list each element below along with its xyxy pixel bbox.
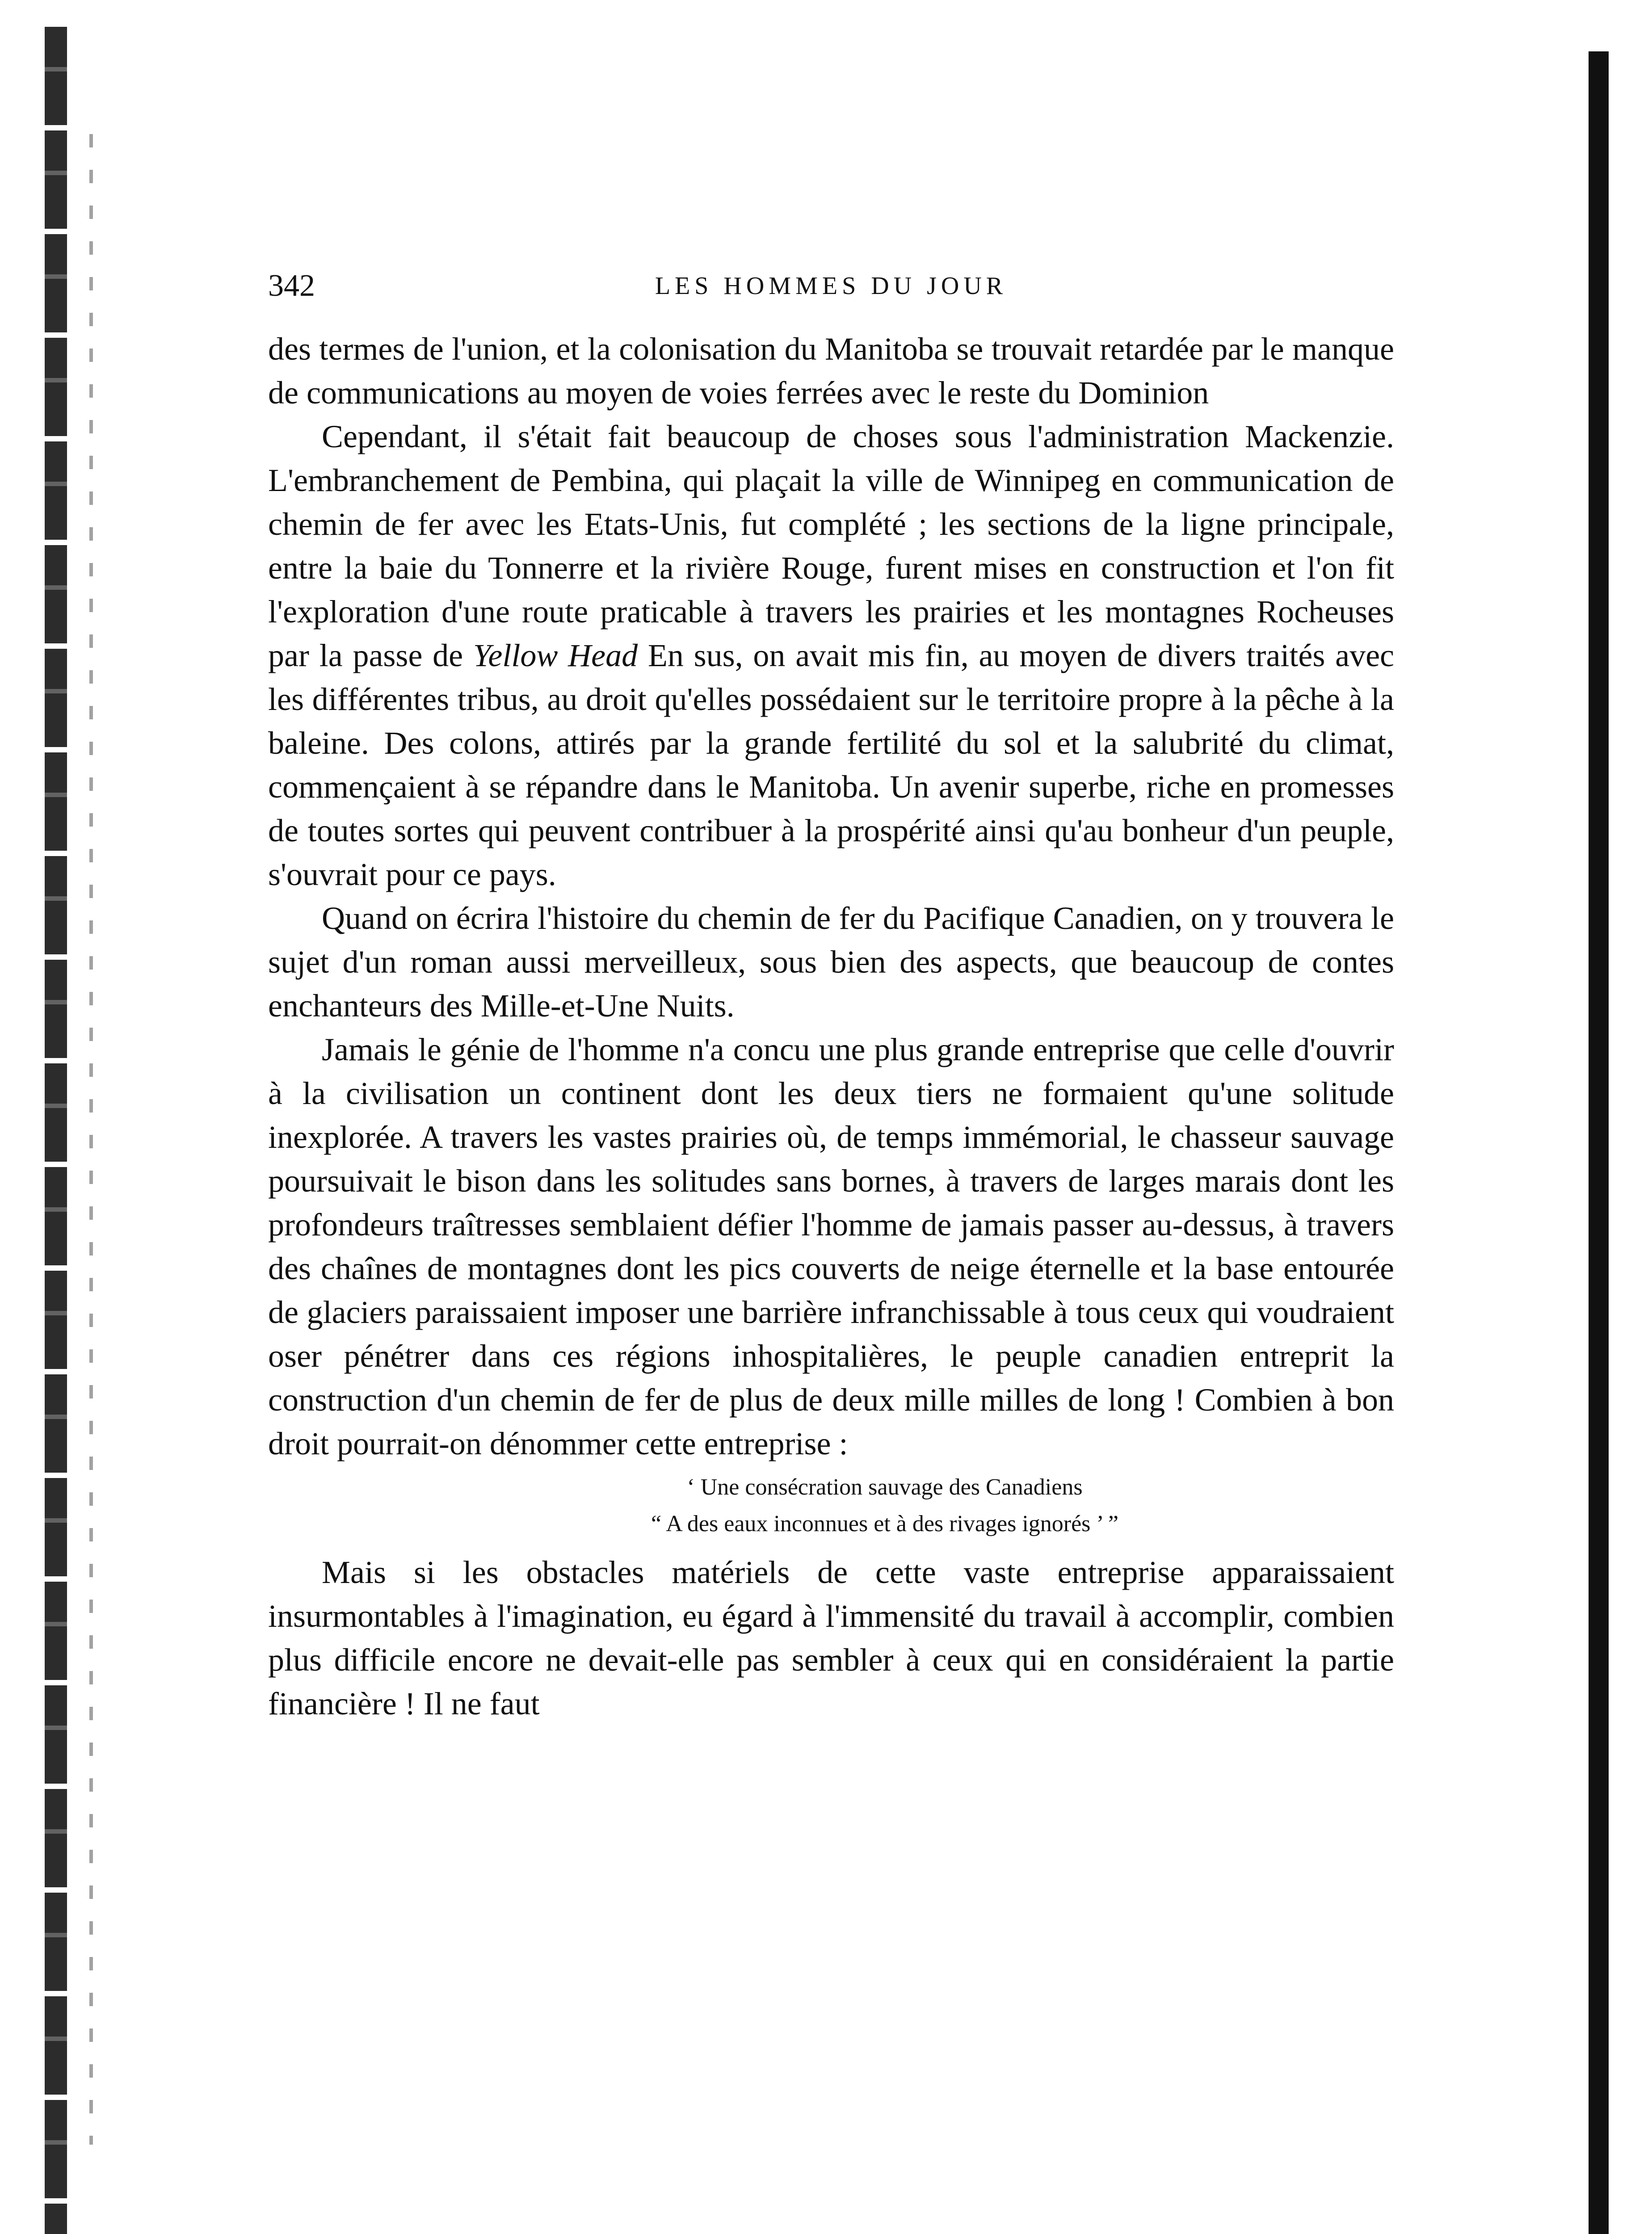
verse-quote	[268, 1469, 1394, 1542]
running-title: LES HOMMES DU JOUR	[655, 272, 1008, 300]
page-number: 342	[268, 269, 315, 303]
paragraph-3: Quand on écrira l'histoire du chemin de fer du Pacifique Canadien, on y trouvera le sujet d'un roman aussi merveilleux, sous bien des aspects, que beaucoup de contes enchanteurs des Mille-et-Une Nuits.	[268, 900, 1394, 1024]
place-name-italic: Yellow Head	[473, 638, 638, 673]
book-page	[268, 264, 1394, 1726]
running-head	[268, 264, 1394, 308]
paragraph-5: Mais si les obstacles matériels de cette vaste entreprise apparaissaient insurmontables à l'imagination, eu égard à l'immensité du travail à accomplir, combien plus difficile encore ne devait-elle pas sembler à ceux qui en considéraient la partie financière ! Il ne faut	[268, 1554, 1394, 1722]
scan-binding-edge	[45, 27, 67, 2234]
paragraph-2	[268, 415, 1394, 896]
quote-line-1: ‘ Une consécration sauvage des Canadiens	[687, 1474, 1083, 1500]
scan-right-edge	[1589, 51, 1609, 2234]
paragraph-1: des termes de l'union, et la colonisation du Manitoba se trouvait retardée par le manque de communications au moyen de voies ferrées avec le reste du Dominion	[268, 331, 1394, 411]
scan-binding-marks	[89, 134, 93, 2145]
paragraph-2-text-after: En sus, on avait mis fin, au moyen de divers traités avec les différentes tribus, au droit qu'elles possédaient sur le territoire propre à la pêche à la baleine. Des colons, attirés par la grande fertilité du sol et la salubrité du climat, commençaient à se répandre dans le Manitoba. Un avenir superbe, riche en promesses de toutes sortes qui peuvent contribuer à la prospérité ainsi qu'au bonheur d'un peuple, s'ouvrait pour ce pays.	[268, 638, 1394, 892]
paragraph-4: Jamais le génie de l'homme n'a concu une plus grande entreprise que celle d'ouvrir à la civilisation un continent dont les deux tiers ne formaient qu'une solitude inexplorée. A travers les vastes prairies où, de temps immémorial, le chasseur sauvage poursuivait le bison dans les solitudes sans bornes, à travers de larges marais dont les profondeurs traîtresses semblaient défier l'homme de jamais passer au-dessus, à travers des chaînes de montagnes dont les pics couverts de neige éternelle et la base entourée de glaciers paraissaient imposer une barrière infranchissable à tous ceux qui voudraient oser pénétrer dans ces régions inhospitalières, le peuple canadien entreprit la construction d'un chemin de fer de plus de deux mille milles de long ! Combien à bon droit pourrait-on dénommer cette entreprise :	[268, 1032, 1394, 1461]
quote-line-2: “ A des eaux inconnues et à des rivages ignorés ’ ”	[651, 1511, 1118, 1537]
paragraph-2-text-before: Cependant, il s'était fait beaucoup de choses sous l'administration Mackenzie. L'embranchement de Pembina, qui plaçait la ville de Winnipeg en communication de chemin de fer avec les Etats-Unis, fut complété ; les sections de la ligne principale, entre la baie du Tonnerre et la rivière Rouge, furent mises en construction et l'on fit l'exploration d'une route praticable à travers les prairies et les montagnes Rocheuses par la passe de	[268, 419, 1394, 673]
body-text	[268, 327, 1394, 1726]
